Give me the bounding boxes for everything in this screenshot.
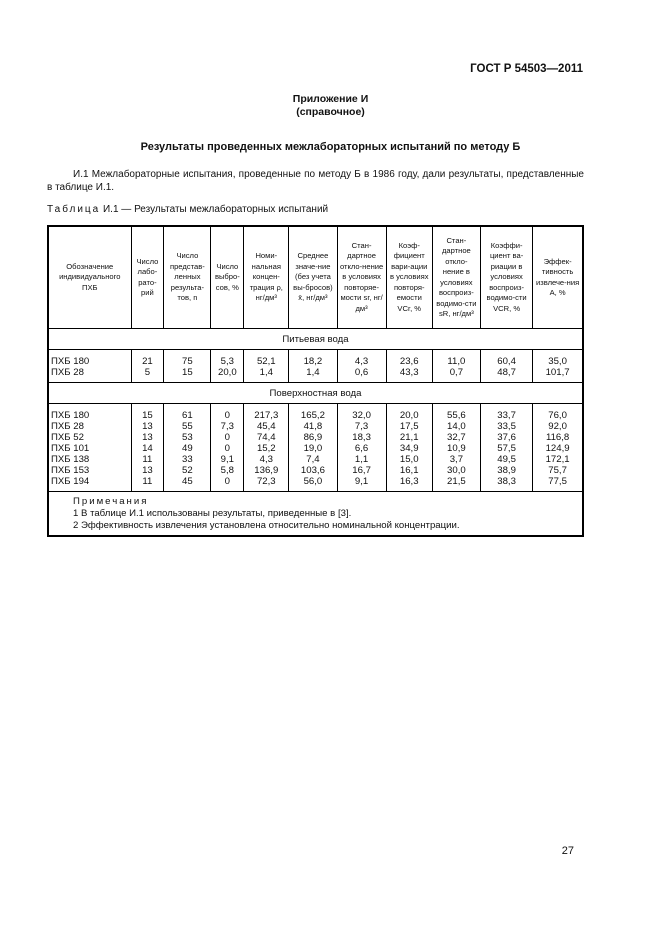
value-cell: 37,6 — [480, 432, 532, 443]
value-cell: 1,4 — [289, 367, 337, 383]
value-cell: 14,0 — [432, 421, 480, 432]
note-item: 1 В таблице И.1 использованы результаты, приведенные в [3]. — [73, 508, 352, 519]
value-cell: 32,7 — [432, 432, 480, 443]
section-title: Результаты проведенных межлабораторных испытаний по методу Б — [140, 141, 521, 153]
value-cell: 0 — [211, 443, 244, 454]
value-cell: 41,8 — [289, 421, 337, 432]
pcb-name-cell: ПХБ 28 — [48, 367, 131, 383]
value-cell: 15,2 — [244, 443, 289, 454]
value-cell: 0 — [211, 404, 244, 422]
column-header: Коэф-фициент вари-ации в условиях повторя-емости VCr, % — [386, 226, 432, 329]
value-cell: 5,3 — [211, 350, 244, 368]
value-cell: 13 — [131, 432, 164, 443]
value-cell: 23,6 — [386, 350, 432, 368]
table-caption — [47, 204, 328, 215]
value-cell: 9,1 — [337, 476, 386, 492]
value-cell: 74,4 — [244, 432, 289, 443]
value-cell: 9,1 — [211, 454, 244, 465]
value-cell: 14 — [131, 443, 164, 454]
value-cell: 21 — [131, 350, 164, 368]
value-cell: 116,8 — [533, 432, 583, 443]
column-header: Коэффи-циент ва-риации в условиях воспроиз-водимо-сти VCR, % — [480, 226, 532, 329]
value-cell: 56,0 — [289, 476, 337, 492]
value-cell: 5 — [131, 367, 164, 383]
column-header: Стан-дартное откло-нение в условиях воспроиз-водимо-сти sR, нг/дм³ — [432, 226, 480, 329]
value-cell: 0,6 — [337, 367, 386, 383]
value-cell: 16,1 — [386, 465, 432, 476]
value-cell: 33,5 — [480, 421, 532, 432]
value-cell: 35,0 — [533, 350, 583, 368]
table-row — [48, 421, 583, 432]
value-cell: 15 — [164, 367, 211, 383]
value-cell: 4,3 — [244, 454, 289, 465]
column-header: Обозначение индивидуального ПХБ — [48, 226, 131, 329]
table-row — [48, 454, 583, 465]
value-cell: 57,5 — [480, 443, 532, 454]
value-cell: 1,4 — [244, 367, 289, 383]
value-cell: 61 — [164, 404, 211, 422]
column-header: Номи-нальная концен-трация ρ, нг/дм³ — [244, 226, 289, 329]
value-cell: 21,1 — [386, 432, 432, 443]
value-cell: 72,3 — [244, 476, 289, 492]
value-cell: 0 — [211, 432, 244, 443]
value-cell: 86,9 — [289, 432, 337, 443]
value-cell: 43,3 — [386, 367, 432, 383]
value-cell: 52,1 — [244, 350, 289, 368]
column-header: Число лабо-рато-рий — [131, 226, 164, 329]
value-cell: 49,5 — [480, 454, 532, 465]
value-cell: 33 — [164, 454, 211, 465]
value-cell: 38,3 — [480, 476, 532, 492]
value-cell: 7,3 — [211, 421, 244, 432]
column-header: Число выбро-сов, % — [211, 226, 244, 329]
value-cell: 0 — [211, 476, 244, 492]
pcb-name-cell: ПХБ 180 — [48, 404, 131, 422]
value-cell: 38,9 — [480, 465, 532, 476]
pcb-name-cell: ПХБ 101 — [48, 443, 131, 454]
table-caption-prefix: Таблица — [47, 204, 101, 215]
value-cell: 34,9 — [386, 443, 432, 454]
value-cell: 3,7 — [432, 454, 480, 465]
value-cell: 45,4 — [244, 421, 289, 432]
value-cell: 55,6 — [432, 404, 480, 422]
pcb-name-cell: ПХБ 28 — [48, 421, 131, 432]
column-header: Число представ-ленных результа-тов, n — [164, 226, 211, 329]
value-cell: 75 — [164, 350, 211, 368]
value-cell: 49 — [164, 443, 211, 454]
pcb-name-cell: ПХБ 153 — [48, 465, 131, 476]
column-header: Эффек-тивность извлече-ния A, % — [533, 226, 583, 329]
table-row — [48, 404, 583, 422]
value-cell: 15,0 — [386, 454, 432, 465]
value-cell: 7,4 — [289, 454, 337, 465]
value-cell: 4,3 — [337, 350, 386, 368]
value-cell: 11,0 — [432, 350, 480, 368]
page-number: 27 — [561, 845, 574, 857]
value-cell: 30,0 — [432, 465, 480, 476]
section-name: Поверхностная вода — [48, 383, 583, 404]
section-row — [48, 383, 583, 404]
appendix-subtitle: (справочное) — [296, 106, 365, 118]
value-cell: 136,9 — [244, 465, 289, 476]
value-cell: 1,1 — [337, 454, 386, 465]
value-cell: 19,0 — [289, 443, 337, 454]
value-cell: 53 — [164, 432, 211, 443]
table-row — [48, 443, 583, 454]
value-cell: 52 — [164, 465, 211, 476]
value-cell: 0,7 — [432, 367, 480, 383]
table-row — [48, 350, 583, 368]
value-cell: 13 — [131, 465, 164, 476]
value-cell: 16,7 — [337, 465, 386, 476]
appendix-heading — [0, 93, 661, 119]
value-cell: 48,7 — [480, 367, 532, 383]
intro-paragraph: И.1 Межлабораторные испытания, проведенные по методу Б в 1986 году, дали результаты, представленные в таблице И.1. — [47, 169, 584, 193]
value-cell: 13 — [131, 421, 164, 432]
value-cell: 21,5 — [432, 476, 480, 492]
table-row — [48, 432, 583, 443]
value-cell: 32,0 — [337, 404, 386, 422]
standard-header: ГОСТ Р 54503—2011 — [470, 63, 583, 75]
value-cell: 17,5 — [386, 421, 432, 432]
value-cell: 76,0 — [533, 404, 583, 422]
column-header: Среднее значе-ние (без учета вы-бросов) x̄, нг/дм³ — [289, 226, 337, 329]
appendix-title: Приложение И — [292, 93, 369, 105]
table-header-row — [48, 226, 583, 329]
table-caption-text: И.1 — Результаты межлабораторных испытаний — [100, 204, 329, 215]
value-cell: 217,3 — [244, 404, 289, 422]
value-cell: 33,7 — [480, 404, 532, 422]
pcb-name-cell: ПХБ 180 — [48, 350, 131, 368]
value-cell: 55 — [164, 421, 211, 432]
notes-row — [48, 492, 583, 537]
pcb-name-cell: ПХБ 52 — [48, 432, 131, 443]
table-row — [48, 465, 583, 476]
value-cell: 172,1 — [533, 454, 583, 465]
value-cell: 60,4 — [480, 350, 532, 368]
value-cell: 15 — [131, 404, 164, 422]
value-cell: 5,8 — [211, 465, 244, 476]
value-cell: 165,2 — [289, 404, 337, 422]
value-cell: 6,6 — [337, 443, 386, 454]
value-cell: 20,0 — [211, 367, 244, 383]
section-name: Питьевая вода — [48, 329, 583, 350]
results-table — [47, 225, 584, 537]
table-row — [48, 476, 583, 492]
value-cell: 7,3 — [337, 421, 386, 432]
pcb-name-cell: ПХБ 194 — [48, 476, 131, 492]
value-cell: 16,3 — [386, 476, 432, 492]
pcb-name-cell: ПХБ 138 — [48, 454, 131, 465]
table-row — [48, 367, 583, 383]
value-cell: 92,0 — [533, 421, 583, 432]
notes-cell — [48, 492, 583, 537]
notes-heading: Примечания — [73, 496, 149, 507]
value-cell: 75,7 — [533, 465, 583, 476]
value-cell: 124,9 — [533, 443, 583, 454]
value-cell: 77,5 — [533, 476, 583, 492]
value-cell: 103,6 — [289, 465, 337, 476]
value-cell: 10,9 — [432, 443, 480, 454]
value-cell: 18,3 — [337, 432, 386, 443]
value-cell: 20,0 — [386, 404, 432, 422]
section-row — [48, 329, 583, 350]
value-cell: 45 — [164, 476, 211, 492]
value-cell: 11 — [131, 454, 164, 465]
column-header: Стан-дартное откло-нение в условиях повторяе-мости sr, нг/дм³ — [337, 226, 386, 329]
value-cell: 11 — [131, 476, 164, 492]
note-item: 2 Эффективность извлечения установлена относительно номинальной концентрации. — [73, 520, 460, 531]
value-cell: 18,2 — [289, 350, 337, 368]
value-cell: 101,7 — [533, 367, 583, 383]
